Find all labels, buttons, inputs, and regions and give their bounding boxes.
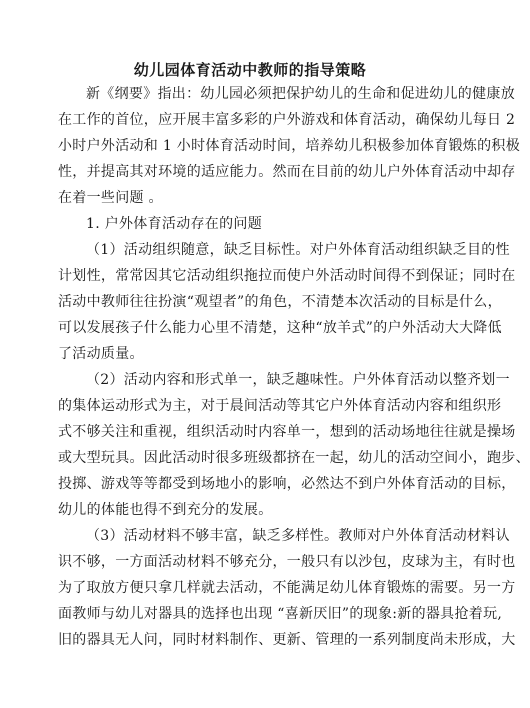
paragraph-line: 式不够关注和重视，组织活动时内容单一，想到的活动场地往往就是操场	[58, 424, 516, 440]
paragraph-line: 投掷、游戏等等都受到场地小的影响，必然达不到户外体育活动的目标，	[58, 476, 516, 492]
paragraph-line: 计划性，常常因其它活动组织拖拉而使户外活动时间得不到保证；同时在	[58, 268, 516, 284]
paragraph-line: 识不够，一方面活动材料不够充分，一般只有以沙包，皮球为主，有时也	[58, 554, 516, 570]
paragraph-line: 小时户外活动和 1 小时体育活动时间，培养幼儿积极参加体育锻炼的积极	[58, 138, 521, 154]
paragraph-line: 活动中教师往往扮演“观望者”的角色，不清楚本次活动的目标是什么，	[58, 294, 502, 310]
paragraph-line: 在着一些问题 。	[58, 190, 163, 206]
paragraph-line: 或大型玩具。因此活动时很多班级都挤在一起，幼儿的活动空间小，跑步、	[58, 450, 530, 466]
paragraph-line: 旧的器具无人问，同时材料制作、更新、管理的一系列制度尚未形成，大	[58, 632, 516, 648]
paragraph-line: 可以发展孩子什么能力心里不清楚，这种“放羊式”的户外活动大大降低	[58, 320, 502, 336]
paragraph-line: （3）活动材料不够丰富，缺乏多样性。教师对户外体育活动材料认	[86, 528, 510, 544]
paragraph-line: 幼儿的体能也得不到充分的发展。	[58, 502, 273, 518]
paragraph-line: （2）活动内容和形式单一，缺乏趣味性。户外体育活动以整齐划一	[86, 372, 510, 388]
section-heading: 1. 户外体育活动存在的问题	[86, 216, 263, 232]
paragraph-line: （1）活动组织随意，缺乏目标性。对户外体育活动组织缺乏目的性	[86, 242, 510, 258]
paragraph-line: 在工作的首位，应开展丰富多彩的户外游戏和体育活动，确保幼儿每日 2	[58, 112, 516, 128]
paragraph-line: 为了取放方便只拿几样就去活动，不能满足幼儿体育锻炼的需要。另一方	[58, 580, 516, 596]
paragraph-line: 了活动质量。	[58, 346, 144, 362]
paragraph-line: 性，并提高其对环境的适应能力。然而在目前的幼儿户外体育活动中却存	[58, 164, 516, 180]
paragraph-line: 新《纲要》指出：幼儿园必须把保护幼儿的生命和促进幼儿的健康放	[86, 86, 515, 102]
paragraph-line: 面教师与幼儿对器具的选择也出现 “喜新厌旧”的现象:新的器具抢着玩,	[58, 606, 503, 622]
paragraph-line: 的集体运动形式为主，对于晨间活动等其它户外体育活动内容和组织形	[58, 398, 502, 414]
document-title: 幼儿园体育活动中教师的指导策略	[133, 61, 367, 79]
